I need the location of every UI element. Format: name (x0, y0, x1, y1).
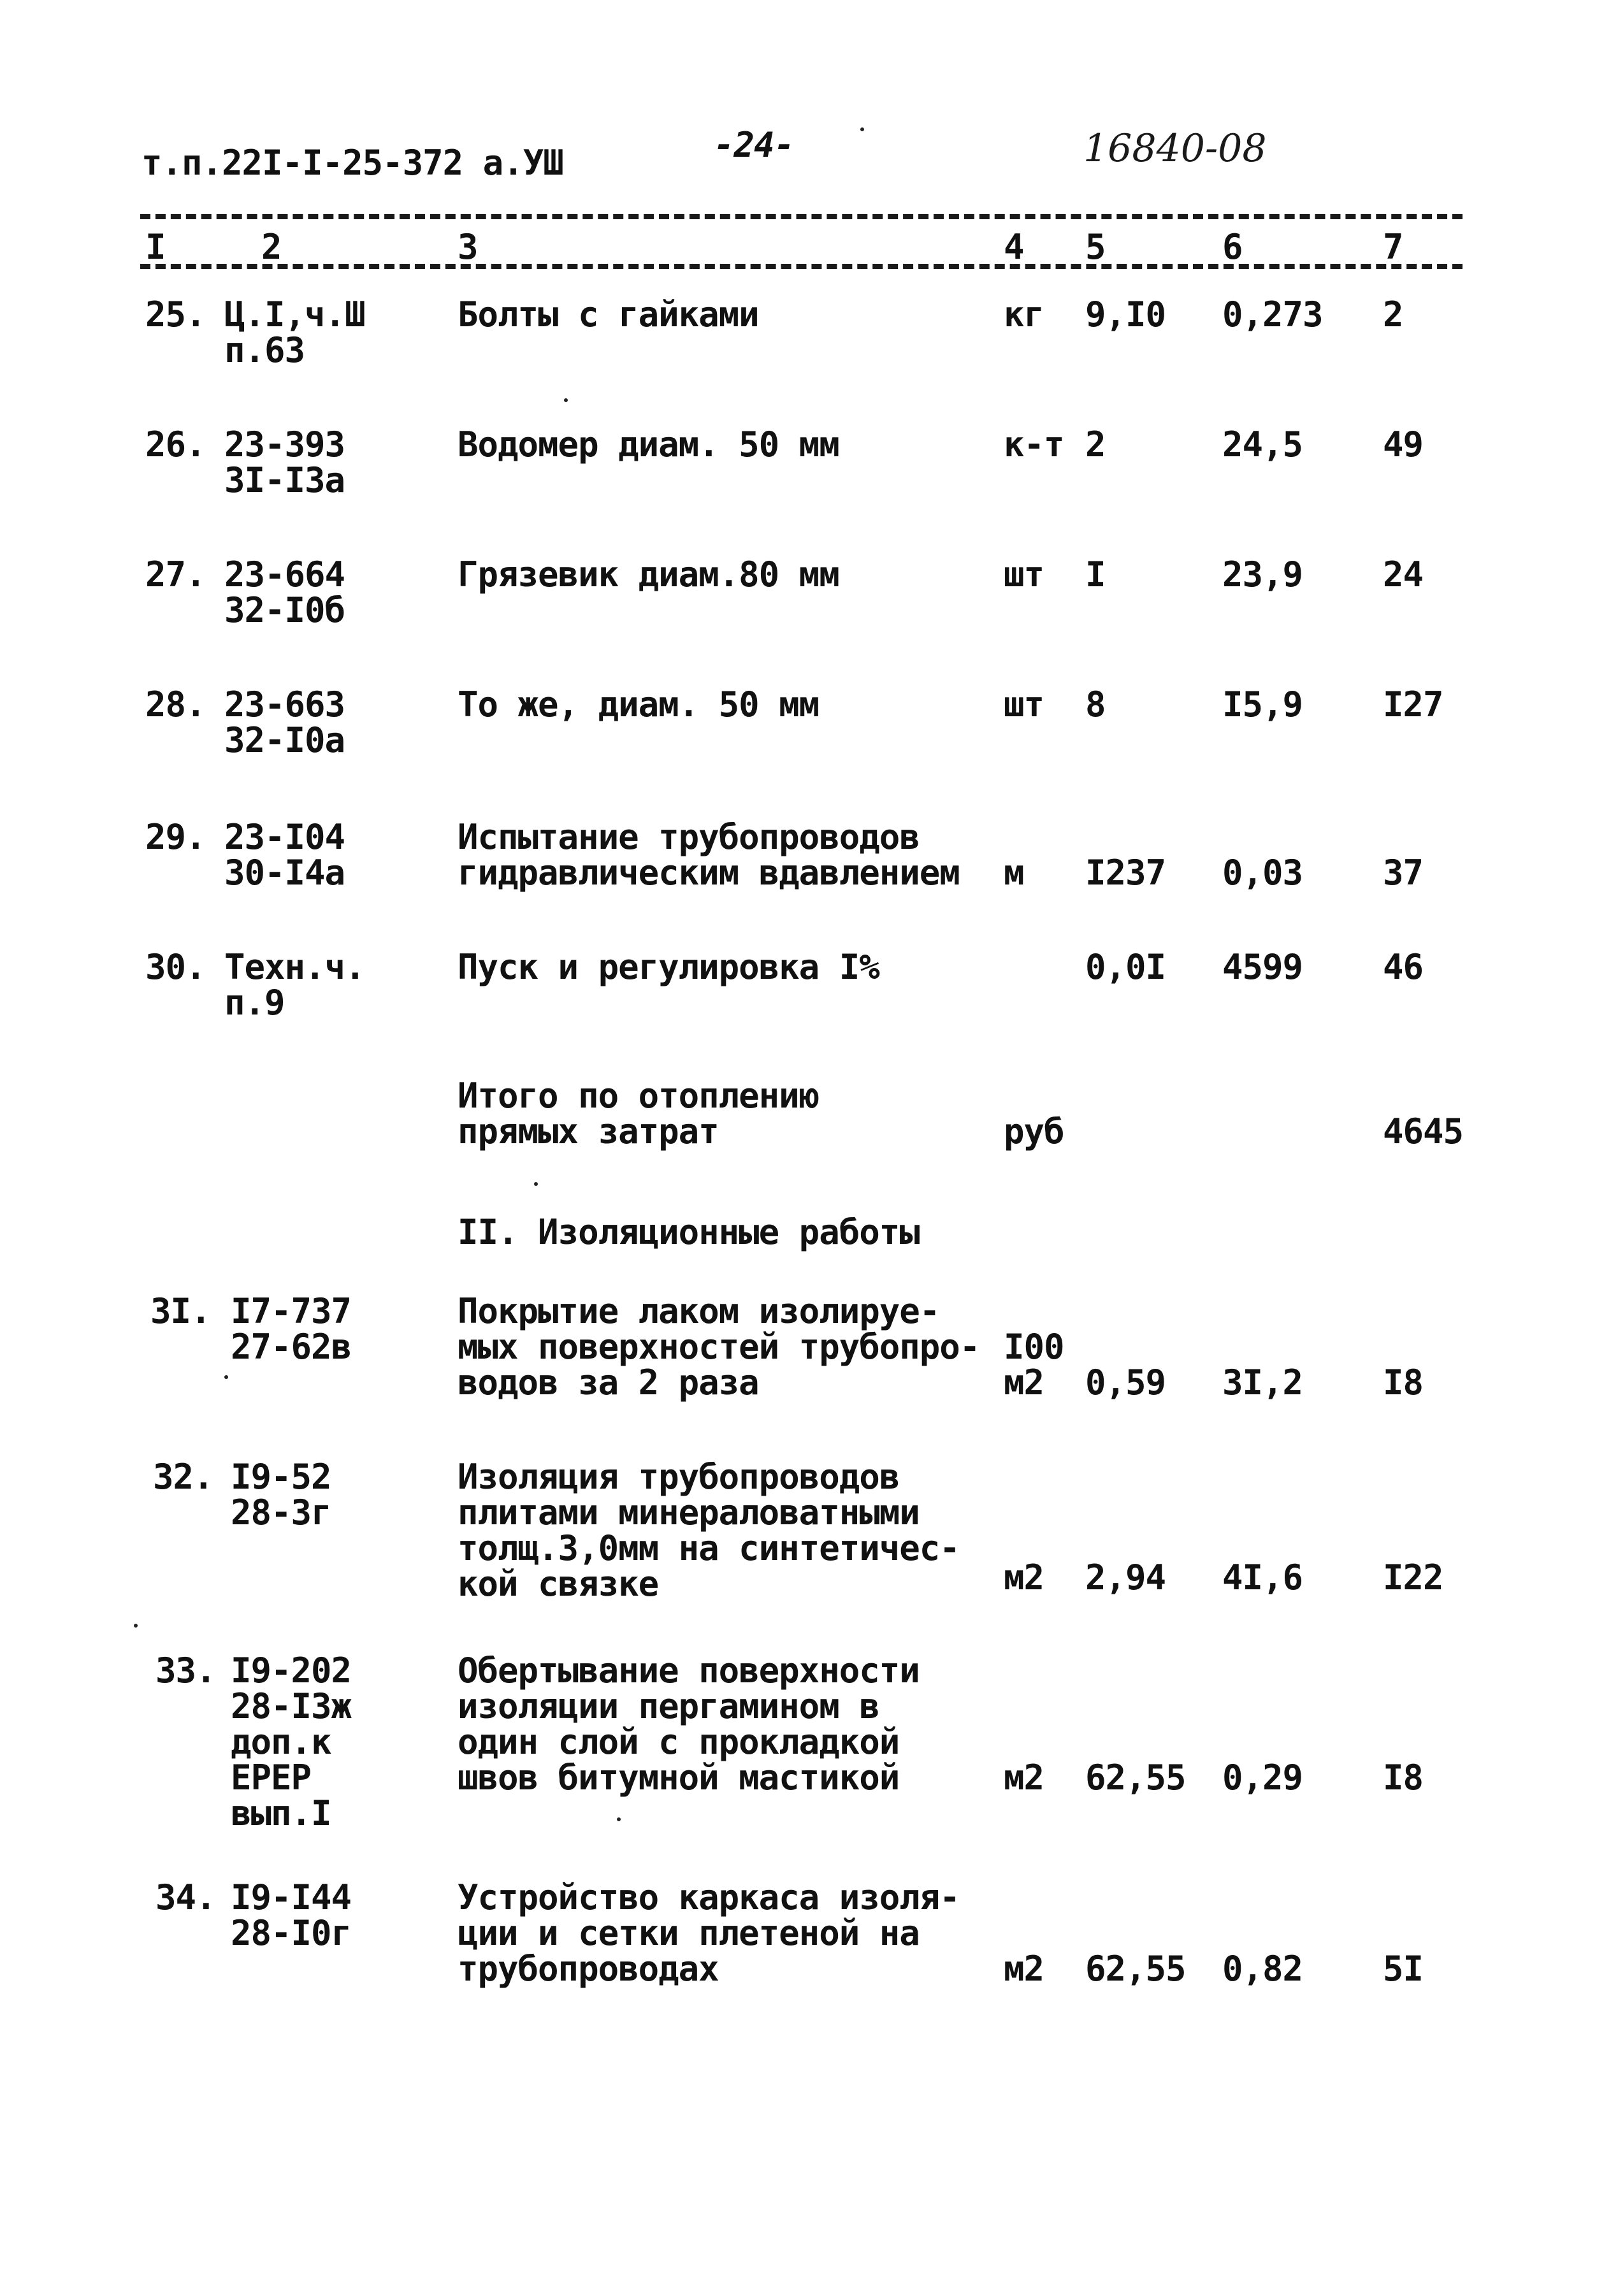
quantity: 62,55 (1085, 1758, 1186, 1798)
norm-code: I9-52 28-3г (231, 1457, 331, 1533)
unit-price: 0,03 (1222, 853, 1303, 893)
quantity: 62,55 (1085, 1949, 1186, 1989)
unit-price: 24,5 (1222, 424, 1303, 465)
unit-price: I5,9 (1222, 684, 1303, 725)
total-cost: I27 (1383, 684, 1443, 725)
scan-speck (134, 1624, 138, 1628)
total-cost: 5I (1383, 1949, 1424, 1989)
norm-code: 23-663 32-I0а (224, 684, 345, 760)
document-code: 16840-08 (1083, 126, 1267, 171)
unit: кг (1004, 294, 1044, 335)
norm-code: I7-737 27-62в (231, 1291, 352, 1367)
quantity: I (1085, 554, 1106, 595)
row-number: 25. (145, 294, 206, 335)
total-cost: 46 (1383, 947, 1424, 987)
subtotal-unit: руб (1004, 1111, 1064, 1152)
unit: м2 (1004, 1758, 1044, 1798)
quantity: 8 (1085, 684, 1106, 725)
scan-speck (224, 1375, 228, 1379)
work-description: Грязевик диам.80 мм (458, 554, 839, 595)
total-cost: I8 (1383, 1758, 1424, 1798)
column-header-1: I (145, 227, 166, 267)
norm-code: Ц.I,ч.Ш п.63 (224, 294, 365, 370)
unit-price: 0,29 (1222, 1758, 1303, 1798)
norm-code: 23-I04 30-I4а (224, 817, 345, 893)
row-number: 34. (155, 1877, 216, 1917)
quantity: 2,94 (1085, 1557, 1166, 1598)
quantity: 9,I0 (1085, 294, 1166, 335)
unit: шт (1004, 684, 1044, 725)
quantity: 0,59 (1085, 1362, 1166, 1403)
unit-price: 23,9 (1222, 554, 1303, 595)
unit: м2 (1004, 1949, 1044, 1989)
unit: I00 м2 (1004, 1327, 1064, 1403)
column-header-6: 6 (1222, 227, 1243, 267)
total-cost: 2 (1383, 294, 1403, 335)
unit-price: 4599 (1222, 947, 1303, 987)
total-cost: 37 (1383, 853, 1424, 893)
unit-price: 4I,6 (1222, 1557, 1303, 1598)
row-number: 3I. (150, 1291, 211, 1331)
column-header-5: 5 (1085, 227, 1106, 267)
scan-speck (617, 1817, 621, 1821)
header-top-rule (140, 214, 1463, 219)
total-cost: 24 (1383, 554, 1424, 595)
quantity: 0,0I (1085, 947, 1166, 987)
column-header-3: 3 (458, 227, 478, 267)
work-description: То же, диам. 50 мм (458, 684, 820, 725)
norm-code: I9-I44 28-I0г (231, 1877, 352, 1953)
row-number: 27. (145, 554, 206, 595)
unit: к-т (1004, 424, 1064, 465)
unit: шт (1004, 554, 1044, 595)
section-title: II. Изоляционные работы (458, 1212, 920, 1252)
quantity: 2 (1085, 424, 1106, 465)
quantity: I237 (1085, 853, 1166, 893)
scan-speck (860, 127, 864, 131)
work-description: Пуск и регулировка I% (458, 947, 879, 987)
work-description: Устройство каркаса изоля- ции и сетки плетеной на трубопроводах (458, 1877, 960, 1989)
row-number: 29. (145, 817, 206, 857)
subtotal-label: Итого по отоплению прямых затрат (458, 1076, 820, 1152)
total-cost: I22 (1383, 1557, 1443, 1598)
norm-code: Техн.ч. п.9 (224, 947, 365, 1023)
work-description: Болты с гайками (458, 294, 759, 335)
work-description: Водомер диам. 50 мм (458, 424, 839, 465)
unit-price: 0,273 (1222, 294, 1323, 335)
row-number: 26. (145, 424, 206, 465)
project-reference: т.п.22I-I-25-372 а.УШ (141, 143, 563, 183)
header-bottom-rule (140, 264, 1463, 269)
row-number: 33. (155, 1650, 216, 1691)
scan-speck (534, 1182, 538, 1186)
column-header-7: 7 (1383, 227, 1403, 267)
unit-price: 3I,2 (1222, 1362, 1303, 1403)
total-cost: 49 (1383, 424, 1424, 465)
column-header-2: 2 (261, 227, 282, 267)
work-description: Изоляция трубопроводов плитами минераловатными толщ.3,0мм на синтетичес- кой связке (458, 1457, 960, 1604)
work-description: Покрытие лаком изолируе- мых поверхностей трубопро- водов за 2 раза (458, 1291, 980, 1403)
total-cost: I8 (1383, 1362, 1424, 1403)
row-number: 30. (145, 947, 206, 987)
unit: м2 (1004, 1557, 1044, 1598)
row-number: 28. (145, 684, 206, 725)
norm-code: 23-664 32-I0б (224, 554, 345, 630)
norm-code: I9-202 28-I3ж доп.к ЕРЕР вып.I (231, 1650, 352, 1833)
scan-speck (564, 398, 568, 402)
norm-code: 23-393 3I-I3а (224, 424, 345, 500)
work-description: Испытание трубопроводов гидравлическим вдавлением (458, 817, 960, 893)
column-header-4: 4 (1004, 227, 1024, 267)
work-description: Обертывание поверхности изоляции пергамином в один слой с прокладкой швов битумной мастикой (458, 1650, 920, 1798)
unit-price: 0,82 (1222, 1949, 1303, 1989)
row-number: 32. (153, 1457, 213, 1497)
subtotal-value: 4645 (1383, 1111, 1464, 1152)
unit: м (1004, 853, 1024, 893)
page-number: -24- (714, 125, 795, 165)
